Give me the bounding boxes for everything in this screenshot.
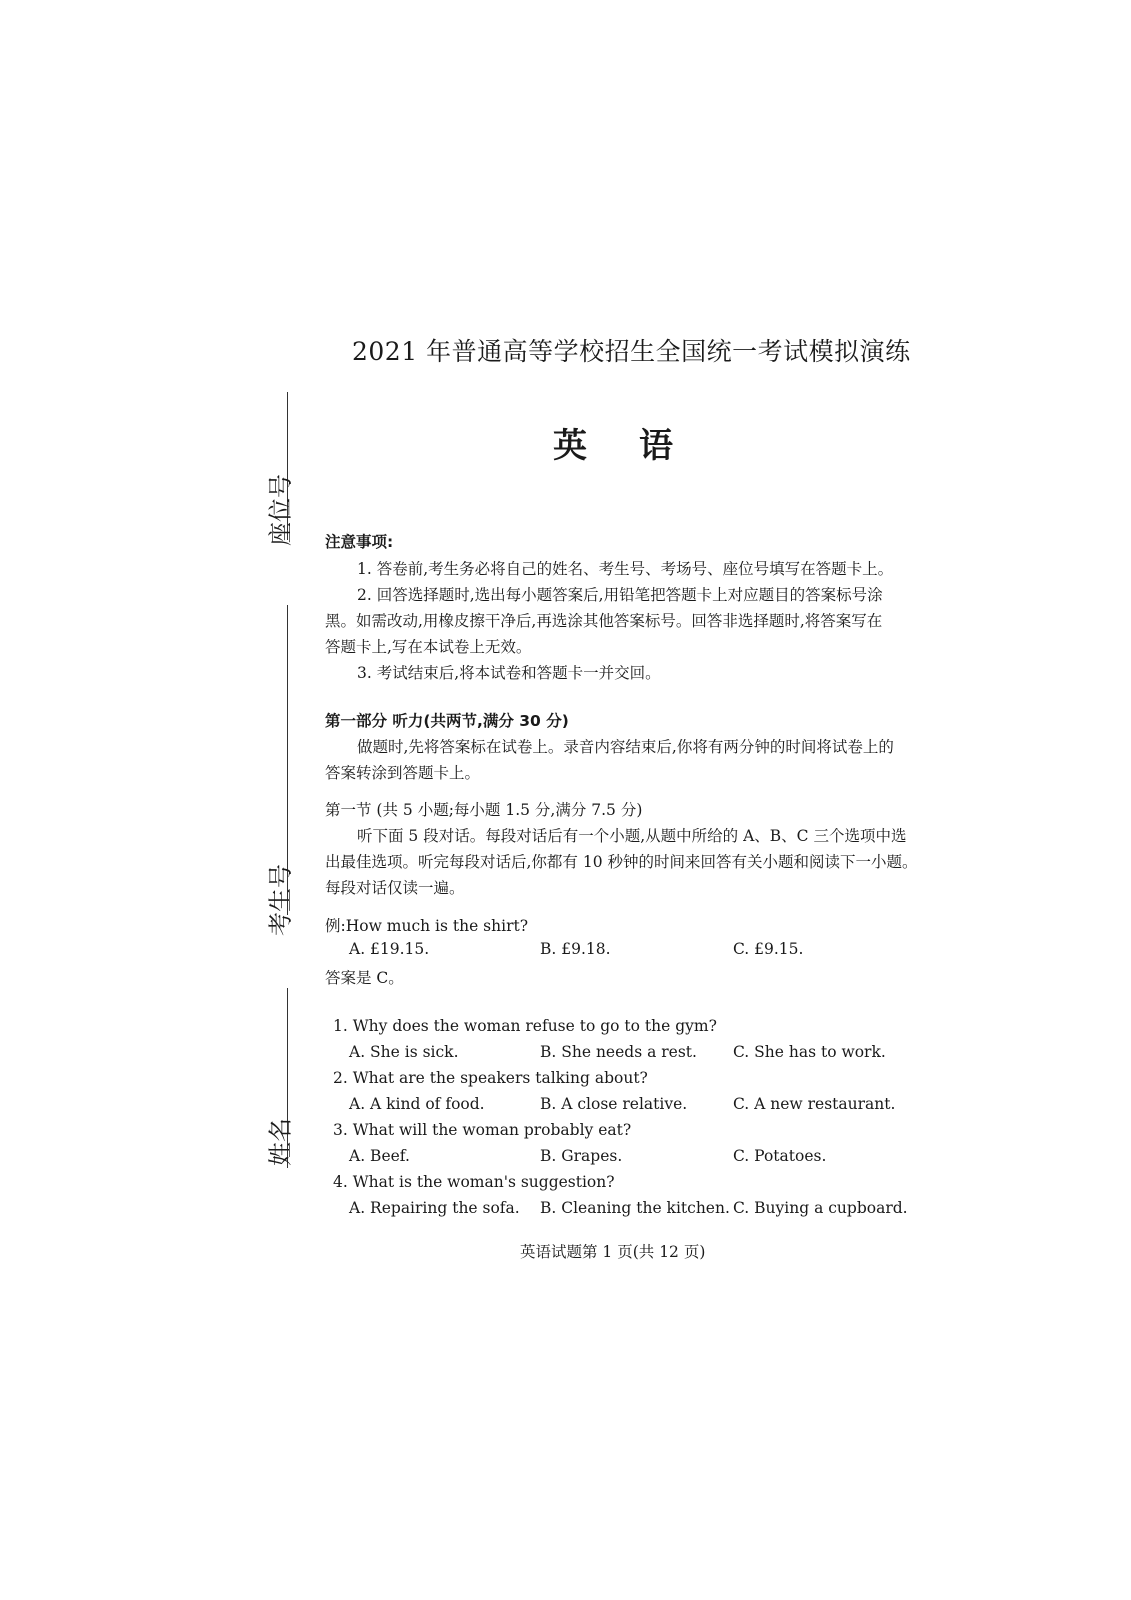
notes-heading: 注意事项: xyxy=(325,533,394,551)
example-option-a: A. £19.15. xyxy=(349,940,430,958)
question-2-option-a: A. A kind of food. xyxy=(349,1095,485,1113)
question-1-option-a: A. She is sick. xyxy=(349,1043,459,1061)
question-1-option-c: C. She has to work. xyxy=(733,1043,886,1061)
page-footer: 英语试题第 1 页(共 12 页) xyxy=(520,1243,706,1261)
example-option-b: B. £9.18. xyxy=(540,940,611,958)
question-4: 4. What is the woman's suggestion? xyxy=(333,1173,615,1191)
question-2: 2. What are the speakers talking about? xyxy=(333,1069,648,1087)
seat-number-label: 座位号 xyxy=(266,474,295,546)
part1-intro-2: 答案转涂到答题卡上。 xyxy=(325,764,481,782)
example-answer: 答案是 C。 xyxy=(325,969,404,987)
notes-item-1: 1. 答卷前,考生务必将自己的姓名、考生号、考场号、座位号填写在答题卡上。 xyxy=(357,560,894,578)
notes-item-3: 3. 考试结束后,将本试卷和答题卡一并交回。 xyxy=(357,664,661,682)
part1-intro-1: 做题时,先将答案标在试卷上。录音内容结束后,你将有两分钟的时间将试卷上的 xyxy=(357,738,894,756)
example-option-c: C. £9.15. xyxy=(733,940,804,958)
question-4-option-b: B. Cleaning the kitchen. xyxy=(540,1199,730,1217)
notes-item-2-cont2: 答题卡上,写在本试卷上无效。 xyxy=(325,638,532,656)
notes-item-2-cont: 黑。如需改动,用橡皮擦干净后,再选涂其他答案标号。回答非选择题时,将答案写在 xyxy=(325,612,883,630)
question-3-option-b: B. Grapes. xyxy=(540,1147,623,1165)
part1-heading: 第一部分 听力(共两节,满分 30 分) xyxy=(325,712,569,730)
question-3-option-a: A. Beef. xyxy=(349,1147,410,1165)
question-1-option-b: B. She needs a rest. xyxy=(540,1043,697,1061)
question-1: 1. Why does the woman refuse to go to the gym? xyxy=(333,1017,717,1035)
section1-heading: 第一节 (共 5 小题;每小题 1.5 分,满分 7.5 分) xyxy=(325,801,643,819)
question-4-option-c: C. Buying a cupboard. xyxy=(733,1199,908,1217)
subject-title: 英语 xyxy=(553,426,725,466)
exam-title: 2021 年普通高等学校招生全国统一考试模拟演练 xyxy=(352,337,911,366)
example-question: 例:How much is the shirt? xyxy=(325,917,529,935)
exam-id-label: 考生号 xyxy=(266,864,295,936)
notes-item-2: 2. 回答选择题时,选出每小题答案后,用铅笔把答题卡上对应题目的答案标号涂 xyxy=(357,586,883,604)
question-2-option-b: B. A close relative. xyxy=(540,1095,688,1113)
question-3-option-c: C. Potatoes. xyxy=(733,1147,827,1165)
name-label: 姓名 xyxy=(266,1118,295,1166)
question-4-option-a: A. Repairing the sofa. xyxy=(349,1199,520,1217)
question-2-option-c: C. A new restaurant. xyxy=(733,1095,896,1113)
question-3: 3. What will the woman probably eat? xyxy=(333,1121,632,1139)
section1-intro-3: 每段对话仅读一遍。 xyxy=(325,879,465,897)
section1-intro-1: 听下面 5 段对话。每段对话后有一个小题,从题中所给的 A、B、C 三个选项中选 xyxy=(357,827,907,845)
section1-intro-2: 出最佳选项。听完每段对话后,你都有 10 秒钟的时间来回答有关小题和阅读下一小题。 xyxy=(325,853,918,871)
